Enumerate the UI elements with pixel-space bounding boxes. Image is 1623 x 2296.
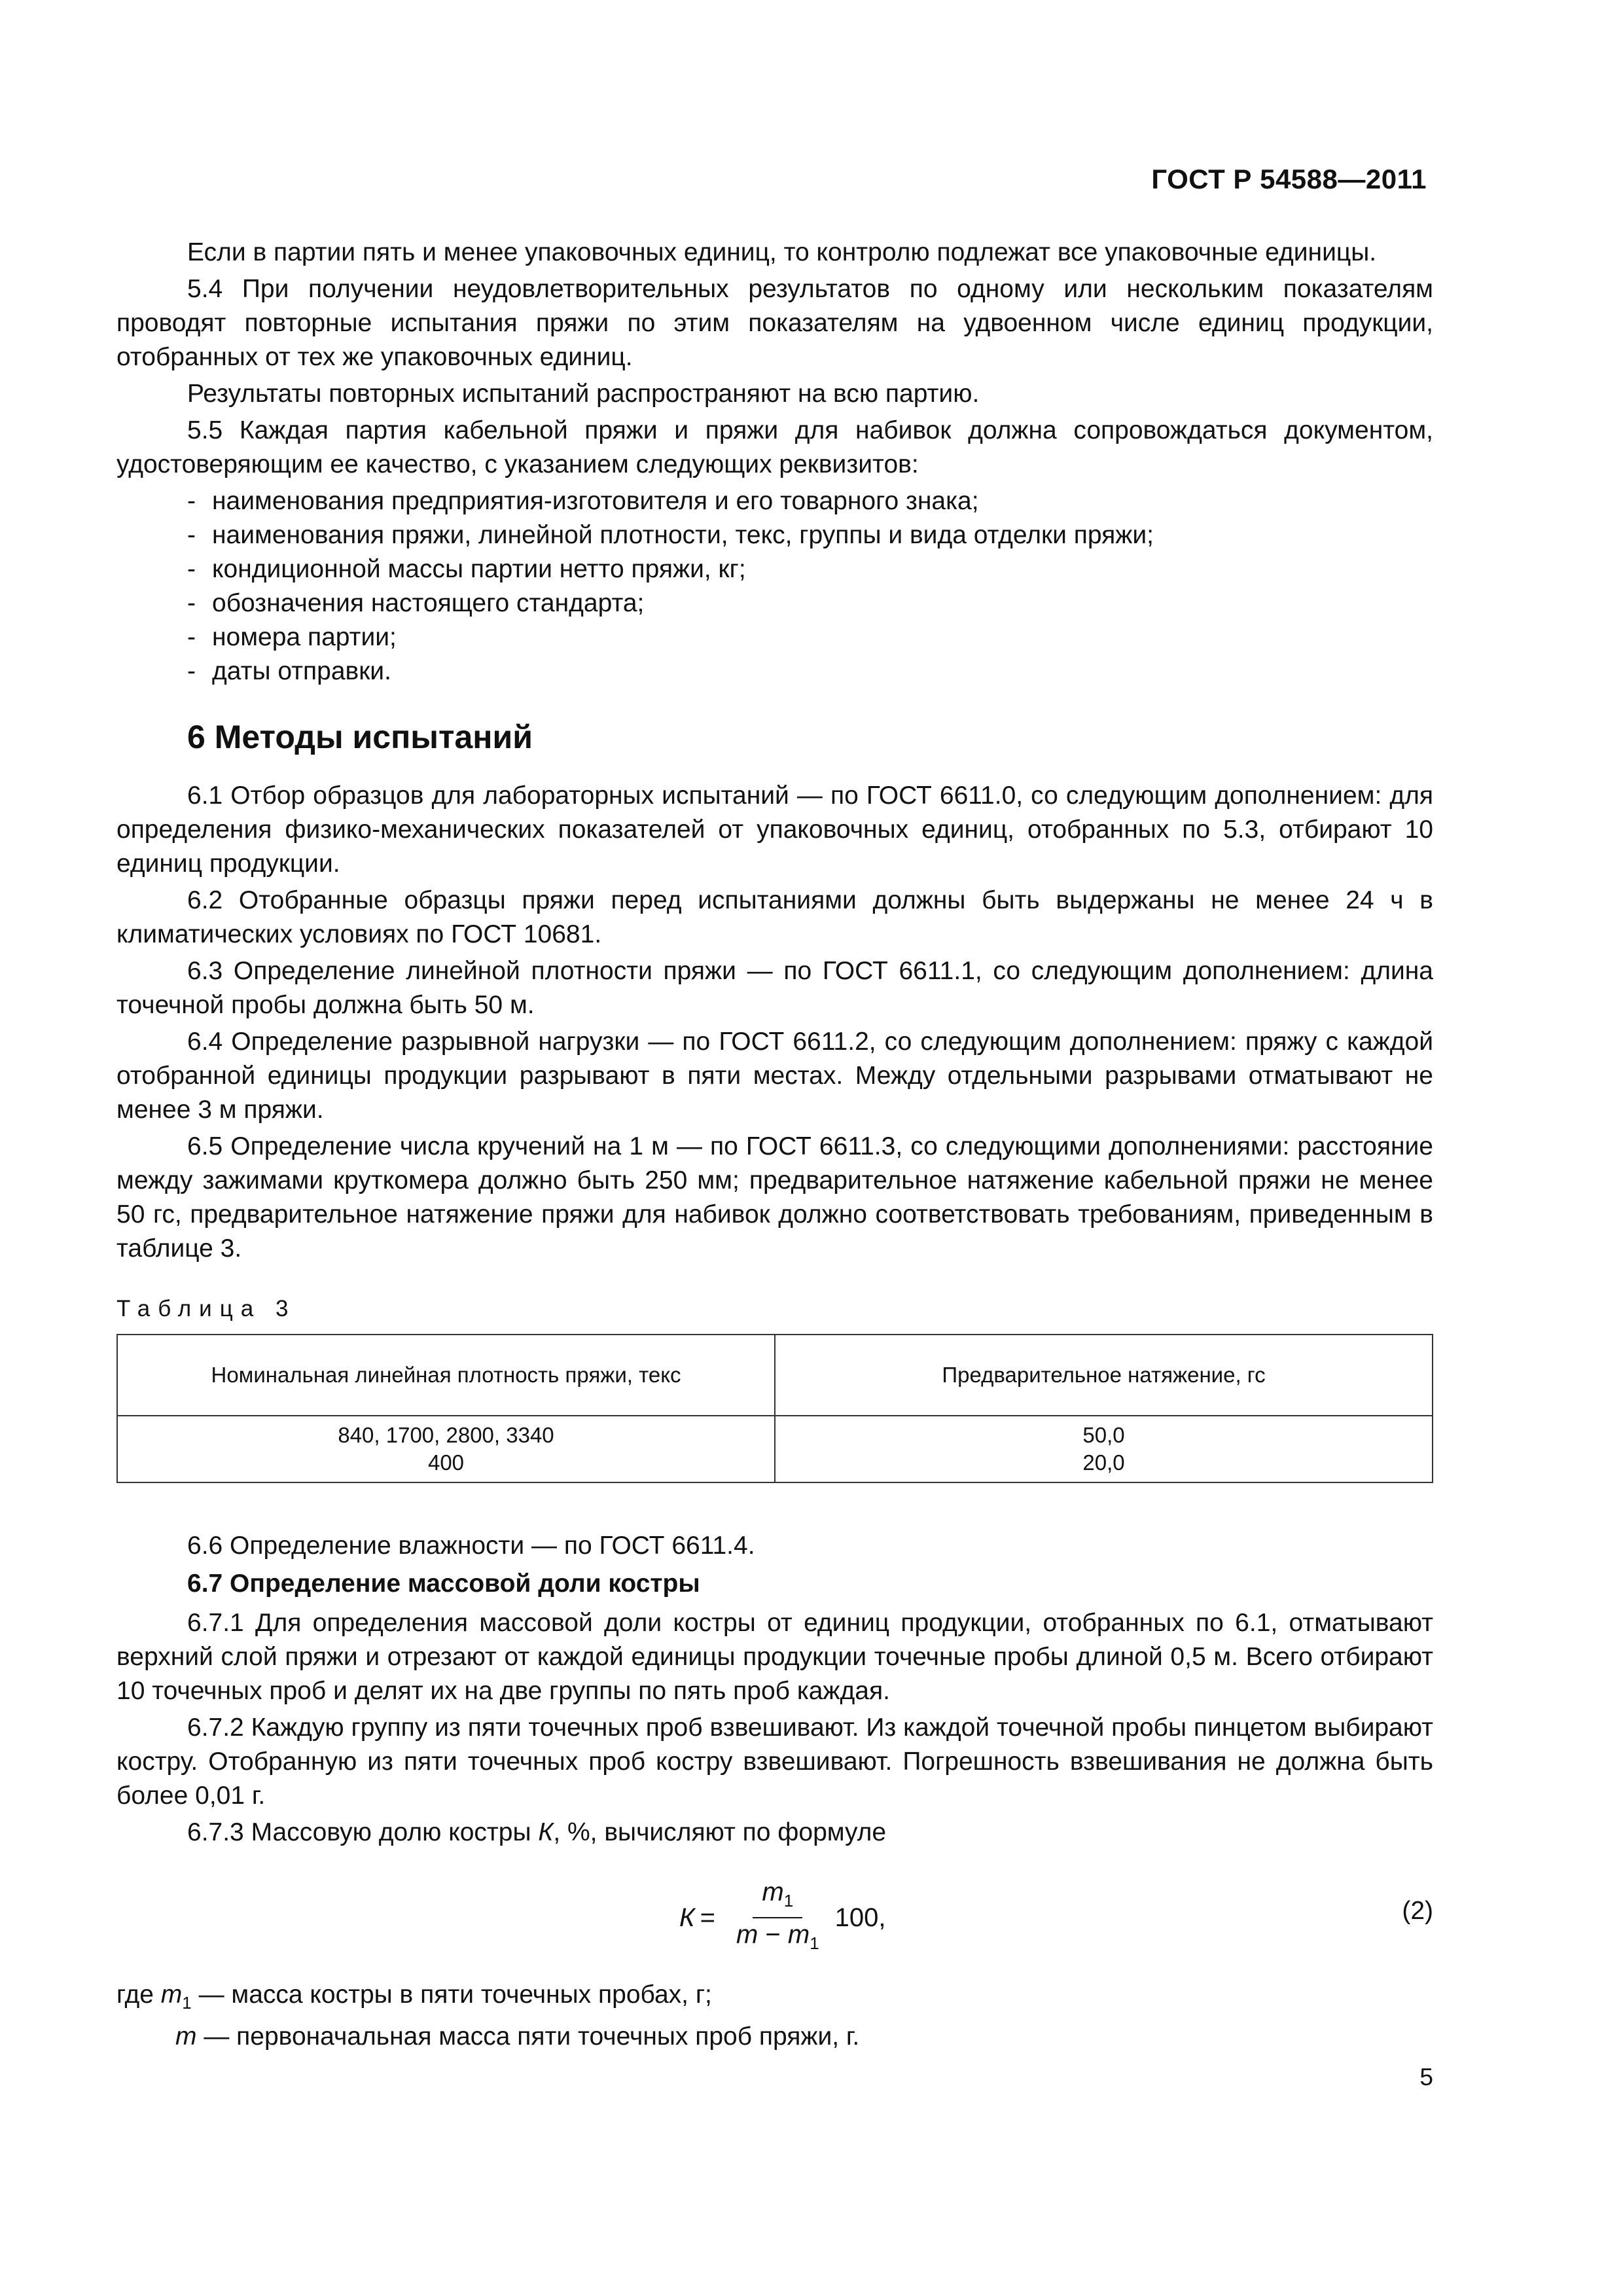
paragraph-6-4: 6.4 Определение разрывной нагрузки — по ГОСТ 6611.2, со следующим дополнением: пряжу с каждой отобранной единицы продукции разрывают в пяти местах. Между отдельными разрывами отматывают не менее 3 м пряжи. [116, 1028, 1433, 1124]
page-number: 5 [1419, 2064, 1433, 2090]
paragraph-6-7-1: 6.7.1 Для определения массовой доли костры от единиц продукции, отобранных по 6.1, отматывают верхний слой пряжи и отрезают от каждой единицы продукции точечные пробы длиной 0,5 м. Всего отбирают 10 точечных проб и делят их на две группы по пять проб каждая. [116, 1609, 1433, 1705]
table-cell: 20,0 [775, 1449, 1433, 1482]
list-item: - наименования предприятия-изготовителя и его товарного знака; [187, 487, 979, 515]
paragraph-retest-results: Результаты повторных испытаний распространяют на всю партию. [187, 380, 980, 408]
table-caption: Таблица 3 [116, 1296, 296, 1321]
section-title-test-methods: 6 Методы испытаний [187, 719, 533, 755]
table-row [117, 1449, 1433, 1482]
document-code-header: ГОСТ Р 54588—2011 [1151, 164, 1427, 194]
list-item: - кондиционной массы партии нетто пряжи, кг; [187, 555, 746, 583]
paragraph-6-3: 6.3 Определение линейной плотности пряжи — по ГОСТ 6611.1, со следующим дополнением: длина точечной пробы должна быть 50 м. [116, 957, 1433, 1019]
paragraph-5-4: 5.4 При получении неудовлетворительных результатов по одному или нескольким показателям проводят повторные испытания пряжи по этим показателям на удвоенном числе единиц продукции, отобранных от тех же упаковочных единиц. [116, 275, 1433, 371]
table-row [117, 1416, 1433, 1449]
table-cell: 50,0 [775, 1416, 1433, 1449]
paragraph-6-2: 6.2 Отобранные образцы пряжи перед испытаниями должны быть выдержаны не менее 24 ч в климатических условиях по ГОСТ 10681. [116, 886, 1433, 948]
list-item: - наименования пряжи, линейной плотности, текс, группы и вида отделки пряжи; [187, 521, 1154, 549]
variable-k: К [538, 1818, 554, 1846]
paragraph-6-6: 6.6 Определение влажности — по ГОСТ 6611.4. [187, 1532, 755, 1560]
where-line-2: m — первоначальная масса пяти точечных проб пряжи, г. [175, 2022, 860, 2051]
paragraph-lot-control: Если в партии пять и менее упаковочных единиц, то контролю подлежат все упаковочные единицы. [187, 238, 1377, 266]
formula-numerator: $m_1$ [753, 1876, 802, 1918]
formula-factor: 100, [834, 1903, 886, 1932]
table-cell: 840, 1700, 2800, 3340 [117, 1416, 775, 1449]
list-item: - даты отправки. [187, 657, 391, 685]
subsection-title-6-7: 6.7 Определение массовой доли костры [187, 1570, 700, 1598]
paragraph-6-1: 6.1 Отбор образцов для лабораторных испытаний — по ГОСТ 6611.0, со следующим дополнением: для определения физико-механических показателей от упаковочных единиц, отобранных по 5.3, отбирают 10 единиц продукции. [116, 781, 1433, 878]
paragraph-6-7-3: 6.7.3 Массовую долю костры К, %, вычисляют по формуле [187, 1818, 887, 1846]
paragraph-5-5: 5.5 Каждая партия кабельной пряжи и пряжи для набивок должна сопровождаться документом, удостоверяющим ее качество, с указанием следующих реквизитов: [116, 416, 1433, 478]
formula-equals: = [700, 1903, 715, 1932]
paragraph-6-7-2: 6.7.2 Каждую группу из пяти точечных проб взвешивают. Из каждой точечной пробы пинцетом выбирают костру. Отобранную из пяти точечных проб костру взвешивают. Погрешность взвешивания не должна быть более 0,01 г. [116, 1713, 1433, 1810]
formula-fraction [727, 1876, 829, 1960]
formula-expression [679, 1876, 886, 1960]
list-item: - номера партии; [187, 623, 397, 651]
table-cell: 400 [117, 1449, 775, 1482]
document-body [116, 236, 1433, 2054]
formula-2 [116, 1869, 1433, 1961]
list-item: - обозначения настоящего стандарта; [187, 589, 645, 617]
formula-denominator: $m - m_1$ [736, 1920, 819, 1953]
equation-number: (2) [1402, 1897, 1433, 1925]
paragraph-6-5: 6.5 Определение числа кручений на 1 м — по ГОСТ 6611.3, со следующими дополнениями: расстояние между зажимами круткомера должно быть 250 мм; предварительное натяжение кабельной пряжи не менее 50 гс, предварительное натяжение пряжи для набивок должно соответствовать требованиям, приведенным в таблице 3. [116, 1132, 1433, 1263]
table-header-cell: Предварительное натяжение, гс [775, 1335, 1433, 1416]
formula-lhs: К [679, 1903, 695, 1932]
table-header-row [117, 1335, 1433, 1416]
tension-table [116, 1334, 1433, 1483]
requisites-list [116, 484, 1433, 689]
table-header-cell: Номинальная линейная плотность пряжи, текс [117, 1335, 775, 1416]
where-line-1: где $m_1$ — масса костры в пяти точечных пробах, г; [116, 1981, 712, 2013]
